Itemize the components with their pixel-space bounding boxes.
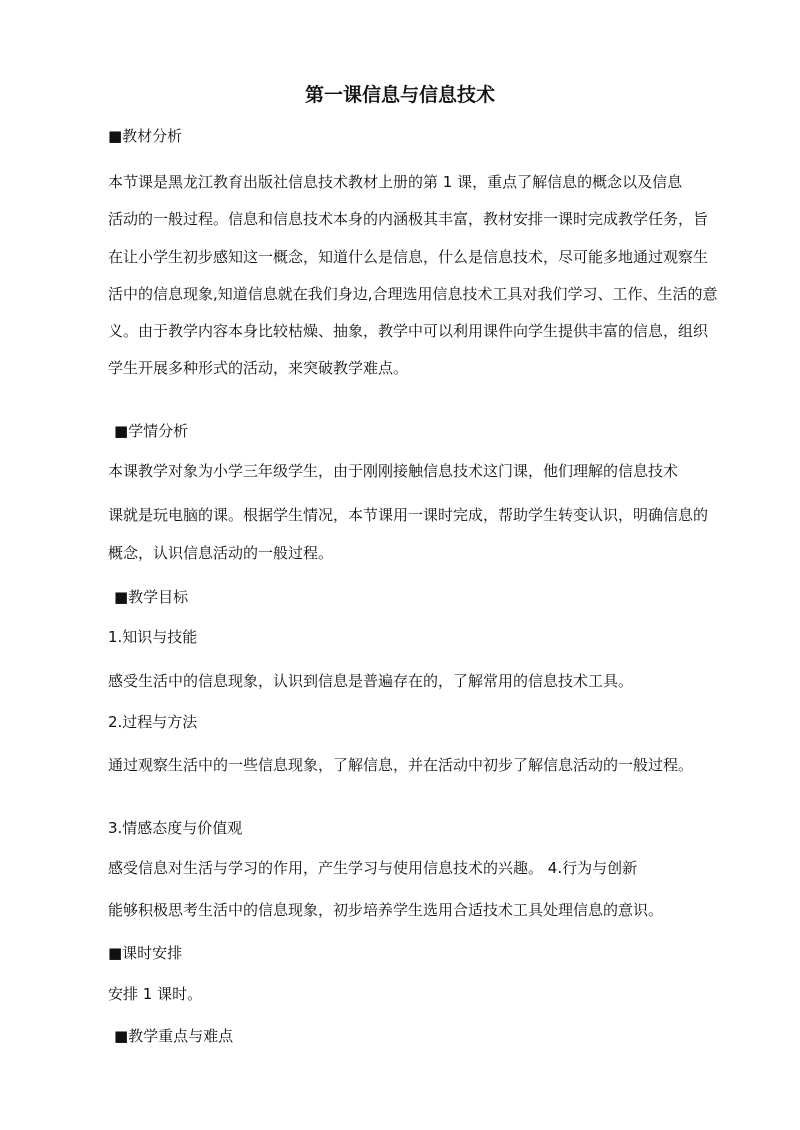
- paragraph-line: 义。由于教学内容本身比较枯燥、抽象，教学中可以利用课件向学生提供丰富的信息，组织: [108, 322, 709, 340]
- subheading: 2.过程与方法: [108, 713, 198, 731]
- paragraph-line: 通过观察生活中的一些信息现象，了解信息，并在活动中初步了解信息活动的一般过程。: [108, 756, 694, 774]
- section-heading-students: ■学情分析: [114, 422, 189, 440]
- paragraph-line: 活中的信息现象,知道信息就在我们身边,合理选用信息技术工具对我们学习、工作、生活的意: [108, 285, 718, 303]
- page-title: 第一课信息与信息技术: [304, 84, 495, 106]
- section-heading-materials: ■教材分析: [108, 127, 183, 145]
- paragraph-line: 课就是玩电脑的课。根据学生情况，本节课用一课时完成，帮助学生转变认识，明确信息的: [108, 506, 709, 524]
- subheading: 1.知识与技能: [108, 628, 198, 646]
- paragraph-line: 活动的一般过程。信息和信息技术本身的内涵极其丰富，教材安排一课时完成教学任务，旨: [108, 210, 709, 228]
- section-heading-schedule: ■课时安排: [108, 944, 183, 962]
- subheading: 3.情感态度与价值观: [108, 819, 243, 837]
- paragraph-line: 学生开展多种形式的活动，来突破教学难点。: [108, 359, 409, 377]
- paragraph-line: 能够积极思考生活中的信息现象，初步培养学生选用合适技术工具处理信息的意识。: [108, 901, 664, 919]
- paragraph-line: 在让小学生初步感知这一概念，知道什么是信息，什么是信息技术，尽可能多地通过观察生: [108, 248, 709, 266]
- paragraph-line: 本课教学对象为小学三年级学生，由于刚刚接触信息技术这门课，他们理解的信息技术: [108, 462, 679, 480]
- paragraph-line: 本节课是黑龙江教育出版社信息技术教材上册的第 1 课，重点了解信息的概念以及信息: [108, 173, 683, 191]
- paragraph-line: 感受生活中的信息现象，认识到信息是普遍存在的，了解常用的信息技术工具。: [108, 672, 634, 690]
- section-heading-goals: ■教学目标: [114, 588, 189, 606]
- paragraph-line: 感受信息对生活与学习的作用，产生学习与使用信息技术的兴趣。 4.行为与创新: [108, 859, 638, 877]
- paragraph-line: 概念，认识信息活动的一般过程。: [108, 544, 334, 562]
- section-heading-key-points: ■教学重点与难点: [114, 1027, 234, 1045]
- paragraph-line: 安排 1 课时。: [108, 985, 203, 1003]
